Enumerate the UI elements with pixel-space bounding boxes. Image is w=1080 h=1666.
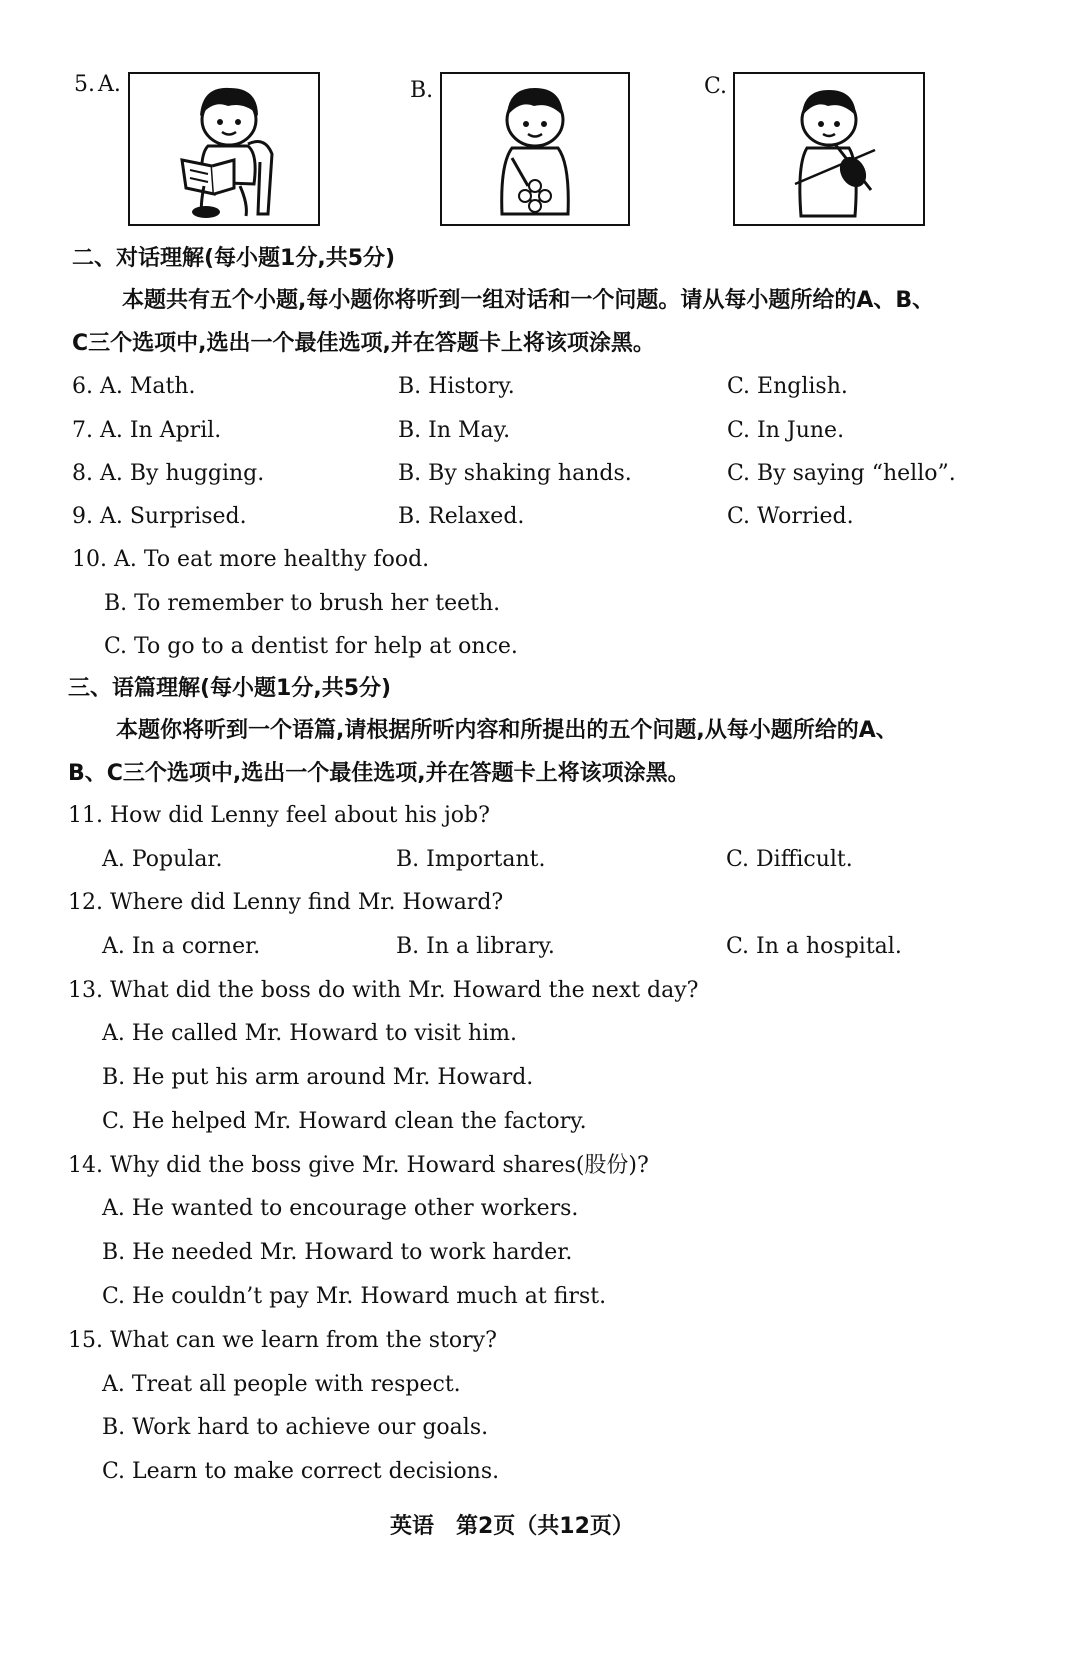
q11-option-a[interactable]: A. Popular. — [102, 847, 223, 872]
q9-option-b[interactable]: B. Relaxed. — [398, 504, 525, 529]
q8-option-a[interactable]: 8. A. By hugging. — [72, 461, 265, 486]
q5-number: 5. — [74, 72, 95, 97]
section2-instruction-line1: 本题共有五个小题,每小题你将听到一组对话和一个问题。请从每小题所给的A、B、 — [122, 288, 935, 313]
q5-option-b-picture[interactable] — [440, 72, 630, 226]
q13-option-a[interactable]: A. He called Mr. Howard to visit him. — [102, 1021, 518, 1046]
q10-option-a[interactable]: 10. A. To eat more healthy food. — [72, 547, 430, 572]
q12-option-c[interactable]: C. In a hospital. — [726, 934, 902, 959]
q7-option-b[interactable]: B. In May. — [398, 418, 511, 443]
q5-option-c-label: C. — [704, 74, 728, 99]
boy-playing-violin-icon — [735, 74, 923, 224]
q15-stem: 15. What can we learn from the story? — [68, 1328, 497, 1353]
q13-option-b[interactable]: B. He put his arm around Mr. Howard. — [102, 1065, 534, 1090]
section2-heading: 二、对话理解(每小题1分,共5分) — [72, 246, 396, 271]
q6-option-c[interactable]: C. English. — [727, 374, 848, 399]
q10-option-b[interactable]: B. To remember to brush her teeth. — [104, 591, 501, 616]
q15-option-a[interactable]: A. Treat all people with respect. — [102, 1372, 461, 1397]
q6-option-b[interactable]: B. History. — [398, 374, 515, 399]
q9-option-a[interactable]: 9. A. Surprised. — [72, 504, 247, 529]
q15-option-b[interactable]: B. Work hard to achieve our goals. — [102, 1415, 489, 1440]
q13-option-c[interactable]: C. He helped Mr. Howard clean the factory. — [102, 1109, 587, 1134]
q12-stem: 12. Where did Lenny find Mr. Howard? — [68, 890, 504, 915]
q11-option-b[interactable]: B. Important. — [396, 847, 546, 872]
q8-option-b[interactable]: B. By shaking hands. — [398, 461, 632, 486]
q14-option-a[interactable]: A. He wanted to encourage other workers. — [102, 1196, 579, 1221]
q14-option-c[interactable]: C. He couldn’t pay Mr. Howard much at first. — [102, 1284, 607, 1309]
q9-option-c[interactable]: C. Worried. — [727, 504, 854, 529]
section2-instruction-line2: C三个选项中,选出一个最佳选项,并在答题卡上将该项涂黑。 — [72, 331, 655, 356]
q14-stem: 14. Why did the boss give Mr. Howard shares(股份)? — [68, 1153, 649, 1178]
q10-option-c[interactable]: C. To go to a dentist for help at once. — [104, 634, 518, 659]
boy-reading-book-icon — [130, 74, 318, 224]
section3-instruction-line2: B、C三个选项中,选出一个最佳选项,并在答题卡上将该项涂黑。 — [68, 761, 690, 786]
q14-option-b[interactable]: B. He needed Mr. Howard to work harder. — [102, 1240, 573, 1265]
q7-option-c[interactable]: C. In June. — [727, 418, 845, 443]
q5-option-b-label: B. — [410, 78, 434, 103]
q15-option-c[interactable]: C. Learn to make correct decisions. — [102, 1459, 500, 1484]
q11-stem: 11. How did Lenny feel about his job? — [68, 803, 490, 828]
section3-heading: 三、语篇理解(每小题1分,共5分) — [68, 676, 392, 701]
q6-option-a[interactable]: 6. A. Math. — [72, 374, 196, 399]
q5-option-a-picture[interactable] — [128, 72, 320, 226]
q11-option-c[interactable]: C. Difficult. — [726, 847, 853, 872]
q5-option-a-label: A. — [98, 72, 121, 97]
q5-option-c-picture[interactable] — [733, 72, 925, 226]
q8-option-c[interactable]: C. By saying “hello”. — [727, 461, 956, 486]
q7-option-a[interactable]: 7. A. In April. — [72, 418, 222, 443]
boy-drawing-flower-icon — [442, 74, 628, 224]
section3-instruction-line1: 本题你将听到一个语篇,请根据所听内容和所提出的五个问题,从每小题所给的A、 — [116, 718, 898, 743]
q13-stem: 13. What did the boss do with Mr. Howard the next day? — [68, 978, 699, 1003]
q12-option-b[interactable]: B. In a library. — [396, 934, 555, 959]
page-footer: 英语 第2页（共12页） — [390, 1514, 634, 1539]
q12-option-a[interactable]: A. In a corner. — [102, 934, 261, 959]
